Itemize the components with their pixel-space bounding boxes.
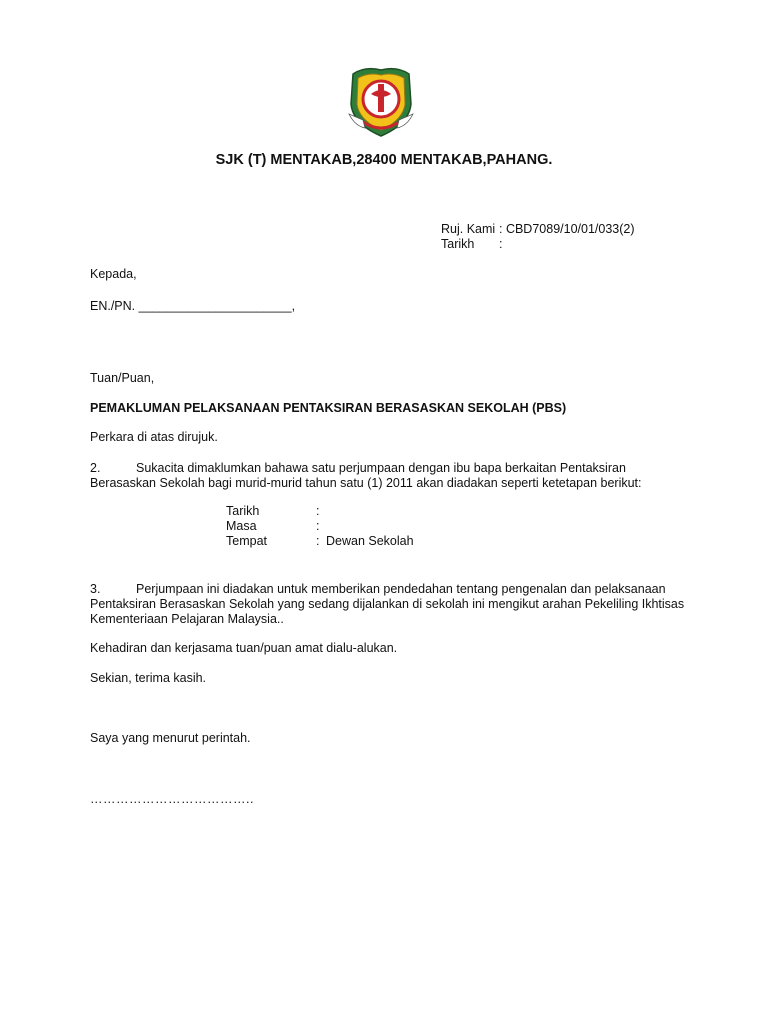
- detail-colon: :: [316, 534, 320, 548]
- school-name-heading: SJK (T) MENTAKAB,28400 MENTAKAB,PAHANG.: [215, 152, 553, 168]
- tarikh-value: :: [499, 237, 503, 251]
- detail-label: Tarikh: [226, 504, 260, 518]
- ref-ruj-row: [441, 222, 635, 237]
- tarikh-label: Tarikh: [441, 237, 475, 251]
- meeting-details: [226, 504, 414, 549]
- attendance-line: Kehadiran dan kerjasama tuan/puan amat dialu-alukan.: [90, 641, 398, 655]
- recipient-name-line: EN./PN. ______________________,: [90, 299, 296, 313]
- ref-tarikh-row: [441, 237, 635, 252]
- detail-row-masa: [226, 519, 414, 534]
- detail-row-tempat: [226, 534, 414, 549]
- reference-block: [441, 222, 635, 252]
- letter-subject: PEMAKLUMAN PELAKSANAAN PENTAKSIRAN BERASASKAN SEKOLAH (PBS): [90, 401, 567, 415]
- paragraph-2-number: 2.: [90, 461, 101, 475]
- detail-label: Tempat: [226, 534, 267, 548]
- paragraph-3-number: 3.: [90, 582, 101, 596]
- detail-label: Masa: [226, 519, 257, 533]
- signature-line: ………………………………..: [90, 792, 254, 806]
- detail-value: Dewan Sekolah: [326, 534, 414, 548]
- paragraph-2: [90, 461, 690, 491]
- ruj-label: Ruj. Kami: [441, 222, 496, 236]
- detail-colon: :: [316, 519, 320, 533]
- detail-row-tarikh: [226, 504, 414, 519]
- paragraph-3-text: Perjumpaan ini diadakan untuk memberikan pendedahan tentang pengenalan dan pelaksanaan Pentaksiran Berasaskan Sekolah yang sedang dijalankan di sekolah ini mengikut arahan Pekeliling Ikhtisas Kementeriaan Pelajaran Malaysia..: [90, 582, 685, 626]
- paragraph-3: [90, 582, 690, 627]
- ruj-value: : CBD7089/10/01/033(2): [499, 222, 635, 236]
- sign-off-line: Saya yang menurut perintah.: [90, 731, 251, 745]
- salutation: Tuan/Puan,: [90, 371, 155, 385]
- referred-line: Perkara di atas dirujuk.: [90, 430, 218, 444]
- closing-line: Sekian, terima kasih.: [90, 671, 207, 685]
- school-crest-icon: [345, 64, 417, 138]
- detail-colon: :: [316, 504, 320, 518]
- paragraph-2-text: Sukacita dimaklumkan bahawa satu perjumpaan dengan ibu bapa berkaitan Pentaksiran Berasaskan Sekolah bagi murid-murid tahun satu (1) 2011 akan diadakan seperti ketetapan berikut:: [90, 461, 642, 490]
- recipient-to: Kepada,: [90, 267, 137, 281]
